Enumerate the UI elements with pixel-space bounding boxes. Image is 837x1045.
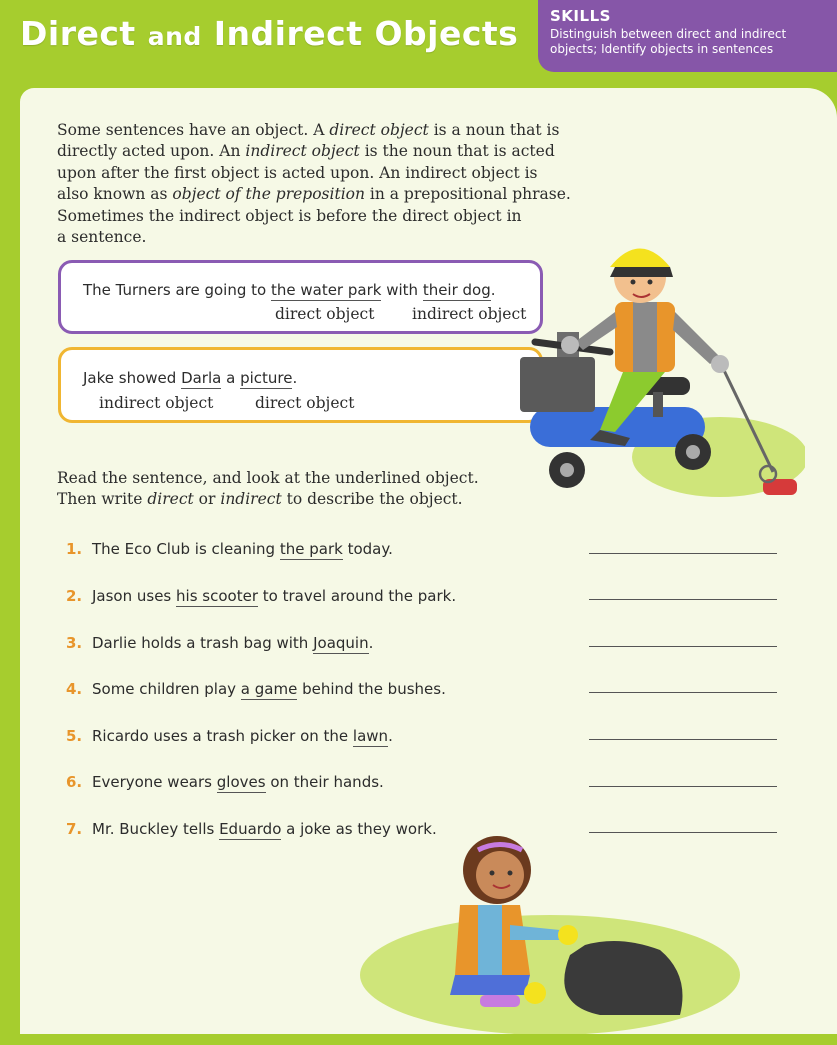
answer-line[interactable] <box>589 786 777 787</box>
skills-line-1: Distinguish between direct and indirect <box>550 27 787 41</box>
answer-line[interactable] <box>589 646 777 647</box>
title-word-direct: Direct <box>20 14 136 53</box>
object-label: direct object <box>255 394 355 412</box>
underlined-object: the water park <box>270 281 382 299</box>
answer-line[interactable] <box>589 739 777 740</box>
example-sentence: The Turners are going to the water park with their dog. <box>83 281 496 299</box>
exercise-item: 7. Mr. Buckley tells Eduardo a joke as they work. <box>66 820 437 838</box>
intro-line: upon after the first object is acted upon. An indirect object is <box>57 163 538 182</box>
instruction-line: Read the sentence, and look at the underlined object. <box>57 469 479 487</box>
skills-text <box>550 27 827 57</box>
exercise-item: 3. Darlie holds a trash bag with Joaquin. <box>66 634 374 652</box>
intro-paragraph <box>57 120 597 248</box>
example-sentence: Jake showed Darla a picture. <box>83 369 298 387</box>
intro-line: Sometimes the indirect object is before the direct object in <box>57 206 522 225</box>
intro-line: a sentence. <box>57 228 147 247</box>
answer-line[interactable] <box>589 599 777 600</box>
instructions <box>57 468 517 511</box>
underlined-object: their dog <box>422 281 491 299</box>
intro-line: also known as object of the preposition in a prepositional phrase. <box>57 185 571 204</box>
page-title <box>20 14 518 53</box>
boy-on-scooter-illustration <box>505 232 805 502</box>
underlined-object: the park <box>279 540 343 558</box>
intro-line: Some sentences have an object. A direct object is a noun that is <box>57 121 560 139</box>
skills-box <box>538 0 837 72</box>
answer-line[interactable] <box>589 692 777 693</box>
object-label: direct object <box>275 305 375 323</box>
object-label: indirect object <box>99 394 214 412</box>
answer-line[interactable] <box>589 553 777 554</box>
underlined-object: Eduardo <box>219 820 282 838</box>
skills-heading: SKILLS <box>550 7 611 25</box>
title-word-indirect-objects: Indirect Objects <box>213 14 519 53</box>
example-box-2 <box>58 347 543 423</box>
exercise-item: 5. Ricardo uses a trash picker on the lawn. <box>66 727 393 745</box>
underlined-object: picture <box>240 369 293 387</box>
exercise-item: 2. Jason uses his scooter to travel around the park. <box>66 587 457 605</box>
skills-line-2: objects; Identify objects in sentences <box>550 42 774 56</box>
title-word-and: and <box>147 22 202 51</box>
underlined-object: Joaquin <box>313 634 369 652</box>
underlined-object: lawn <box>352 727 389 745</box>
intro-line: directly acted upon. An indirect object is the noun that is acted <box>57 142 555 161</box>
object-label: indirect object <box>412 305 527 323</box>
exercise-item: 6. Everyone wears gloves on their hands. <box>66 773 384 791</box>
underlined-object: a game <box>240 680 298 698</box>
underlined-object: Darla <box>181 369 222 387</box>
girl-with-trash-bag-illustration <box>360 825 740 1034</box>
bottom-border <box>0 1034 837 1045</box>
underlined-object: his scooter <box>176 587 258 605</box>
exercise-item: 1. The Eco Club is cleaning the park today. <box>66 540 393 558</box>
instruction-line: Then write direct or indirect to describe the object. <box>57 490 463 509</box>
example-box-1 <box>58 260 543 334</box>
underlined-object: gloves <box>216 773 266 791</box>
exercise-item: 4. Some children play a game behind the bushes. <box>66 680 446 698</box>
